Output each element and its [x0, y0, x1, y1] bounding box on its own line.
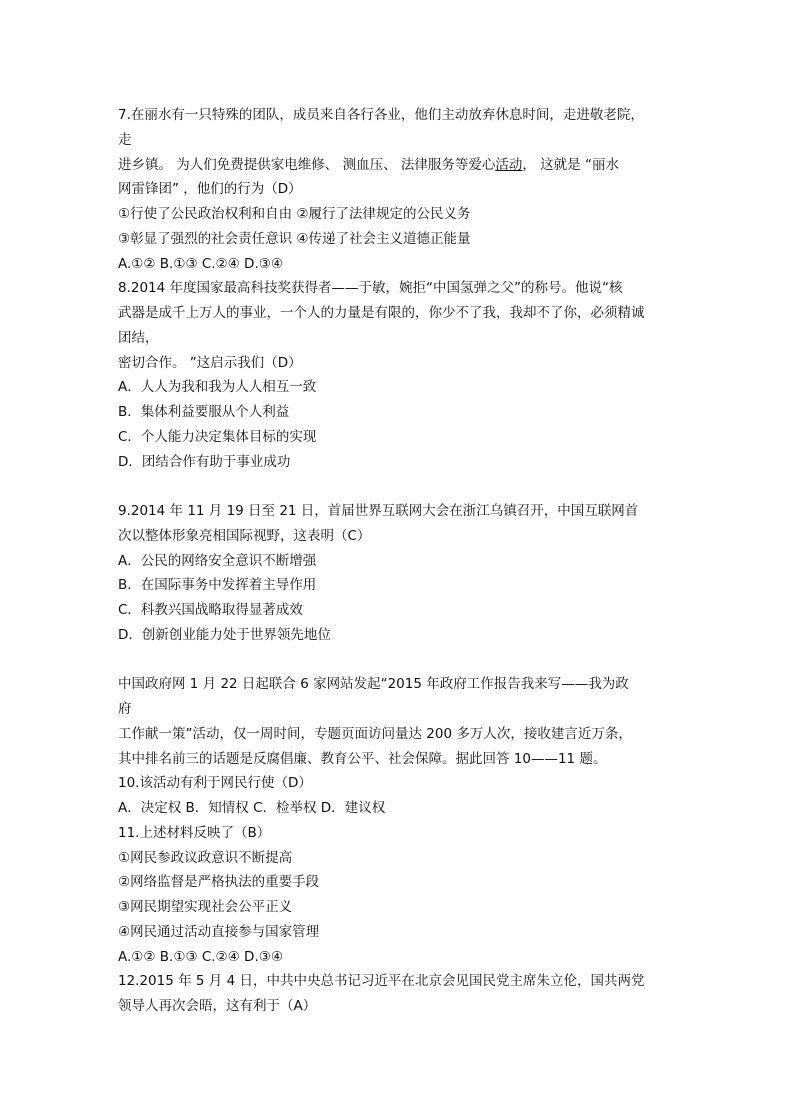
text-line: 密切合作。 ”这启示我们（D） [118, 354, 302, 371]
text-line [118, 153, 698, 178]
text-line: 11.上述材料反映了（B） [118, 824, 271, 841]
text-line: ④网民通过活动直接参与国家管理 [118, 923, 320, 940]
text-line: 府 [118, 701, 132, 717]
text-line: 走 [118, 131, 132, 148]
text-line: ①网民参政议政意识不断提高 [118, 849, 293, 866]
text-line: 8.2014 年度国家最高科技奖获得者——于敏，婉拒“中国氢弹之父”的称号。他说“核 [118, 280, 623, 297]
text-line: D．团结合作有助于事业成功 [118, 453, 291, 470]
text-line: ①行使了公民政治权利和自由 ②履行了法律规定的公民义务 [118, 206, 471, 222]
text-line: 网雷锋团” ，他们的行为（D） [118, 181, 302, 198]
text-line: C．科教兴国战略取得显著成效 [118, 602, 303, 618]
document-body [118, 103, 698, 1019]
text-line: A．人人为我和我为人人相互一致 [118, 379, 317, 396]
text-line: B．在国际事务中发挥着主导作用 [118, 577, 317, 594]
text-line: ②网络监督是严格执法的重要手段 [118, 874, 320, 891]
text-line: A．决定权 B．知情权 C．检举权 D．建议权 [118, 800, 386, 816]
text-line: 其中排名前三的话题是反腐倡廉、教育公平、社会保障。据此回答 10——11 题。 [118, 750, 607, 767]
text-line: 领导人再次会晤，这有利于（A） [118, 998, 317, 1014]
text-line: 次以整体形象亮相国际视野，这表明（C） [118, 527, 371, 544]
text-line: A.①② B.①③ C.②④ D.③④ [118, 948, 283, 965]
text-line: 12.2015 年 5 月 4 日，中共中央总书记习近平在北京会见国民党主席朱立伦，国共两党 [118, 973, 645, 990]
text-line: 7.在丽水有一只特殊的团队，成员来自各行各业，他们主动放弃休息时间，走进敬老院， [118, 107, 644, 123]
text-line: 武器是成千上万人的事业，一个人的力量是有限的，你少不了我，我却不了你，必须精诚 [118, 305, 645, 321]
text-line: D．创新创业能力处于世界领先地位 [118, 626, 331, 643]
text-line: ③彰显了强烈的社会责任意识 ④传递了社会主义道德正能量 [118, 230, 471, 247]
text-line: B．集体利益要服从个人利益 [118, 404, 290, 420]
text-line: ③网民期望实现社会公平正义 [118, 899, 293, 915]
text-segment: 进乡镇。 为人们免费提供家电维修、 测血压、 法律服务等爱心 [118, 156, 496, 173]
blank-line [118, 648, 698, 673]
text-line: 中国政府网 1 月 22 日起联合 6 家网站发起“2015 年政府工作报告我来写——我为政 [118, 676, 629, 693]
text-line: 10.该活动有利于网民行使（D） [118, 775, 312, 792]
text-line: 9.2014 年 11 月 19 日至 21 日，首届世界互联网大会在浙江乌镇召开，中国互联网首 [118, 503, 639, 519]
text-line: 工作献一策”活动，仅一周时间，专题页面访问量达 200 多万人次，接收建言近万条， [118, 725, 632, 742]
underlined-text: 活动 [495, 156, 523, 173]
text-line: A.①② B.①③ C.②④ D.③④ [118, 255, 283, 272]
blank-line [118, 474, 698, 499]
text-line: A．公民的网络安全意识不断增强 [118, 552, 317, 569]
text-line: 团结， [118, 329, 159, 346]
text-segment: ， 这就是 “丽水 [522, 156, 619, 173]
text-line: C．个人能力决定集体目标的实现 [118, 428, 317, 445]
